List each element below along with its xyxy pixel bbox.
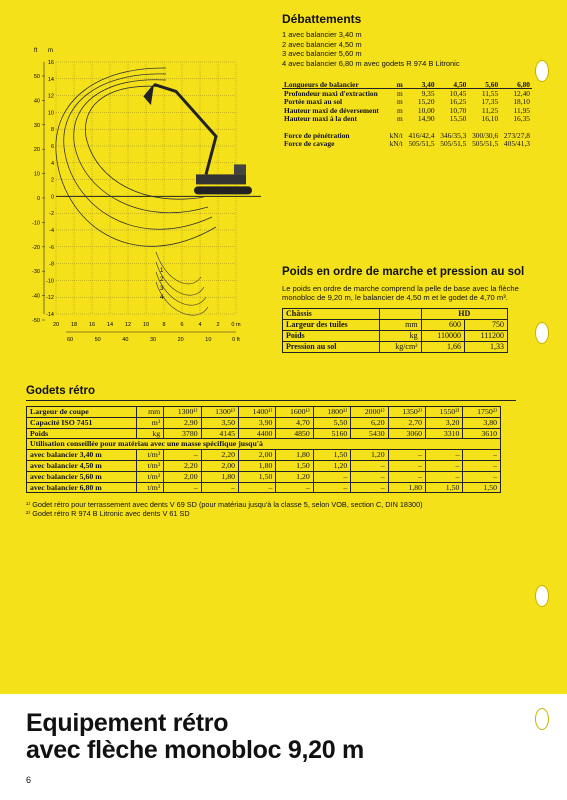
table-cell: 1,80 (276, 450, 313, 461)
table-cell: avec balancier 3,40 m (27, 450, 137, 461)
table-cell: 1,66 (421, 342, 464, 353)
table-cell: avec balancier 5,60 m (27, 471, 137, 482)
table-row (27, 407, 501, 418)
binder-hole (535, 708, 549, 730)
table-cell: 6,80 (517, 79, 530, 89)
table-cell: – (463, 450, 501, 461)
table-cell: 4850 (276, 428, 313, 439)
table-cell: t/m³ (136, 460, 164, 471)
table-cell: 2,00 (239, 450, 276, 461)
curve-label: 2 (160, 277, 164, 283)
table-cell: m (396, 97, 403, 107)
x-ft-tick-label: 50 (94, 337, 101, 343)
table-cell: – (388, 460, 425, 471)
table-cell: 1300¹⁾ (201, 407, 238, 418)
table-cell: Hauteur maxi de déversement (284, 105, 379, 115)
table-cell: t/m³ (136, 471, 164, 482)
table-cell: 16,25 (449, 97, 467, 107)
m-tick-label: -12 (46, 295, 54, 302)
table-cell: kN/t (389, 138, 403, 148)
table-cell: kg/cm² (380, 342, 422, 353)
reach-envelope-curve (64, 74, 212, 229)
table-cell: Capacité ISO 7451 (27, 417, 137, 428)
ft-tick-label: 20 (33, 147, 40, 154)
m-tick-label: 10 (47, 110, 54, 117)
ft-tick-label: -40 (32, 293, 40, 300)
ft-tick-label: 30 (33, 122, 40, 129)
ft-tick-label: -20 (32, 244, 40, 251)
table-cell: 600 (421, 320, 464, 331)
weight-text: Le poids en ordre de marche comprend la pelle de base avec la flèche monobloc de 9,20 m, le balancier de 4,50 m et le godet de 4,70 m³. (282, 284, 519, 302)
m-tick-label: 8 (50, 127, 54, 134)
m-tick-label: -6 (49, 244, 54, 251)
table-cell: – (164, 450, 201, 461)
m-tick-label: 16 (47, 60, 54, 66)
table-row (27, 482, 501, 493)
arm-lengths-section (282, 80, 532, 148)
table-cell: 1,80 (388, 482, 425, 493)
x-ft-tick-label: 20 (177, 337, 184, 343)
table-cell: 1300¹⁾ (164, 407, 201, 418)
table-cell: – (426, 460, 463, 471)
usage-header: Utilisation conseillée pour matériau avec une masse spécifique jusqu'à (27, 439, 501, 450)
table-cell (380, 309, 422, 320)
m-tick-label: -14 (46, 312, 54, 318)
footnote: ¹⁾ Godet rétro pour terrassement avec dents V 69 SD (pour matériau jusqu'à la classe 5, selon VOB, section C, DIN 18300) (26, 500, 423, 510)
table-cell: t/m³ (136, 482, 164, 493)
footer-title-line2: avec flèche monobloc 9,20 m (26, 736, 364, 764)
footer-title-line1: Equipement rétro (26, 709, 229, 737)
table-cell: 2,70 (388, 417, 425, 428)
table-cell: 11,55 (481, 88, 499, 98)
excavator-cab (234, 164, 246, 174)
table-row (27, 428, 501, 439)
table-cell: 416/42,4 (408, 130, 435, 140)
table-cell: 3,80 (463, 417, 501, 428)
table-row (27, 417, 501, 428)
weight-section (282, 266, 532, 353)
m-tick-label: -8 (49, 261, 54, 268)
table-cell: 3,40 (421, 79, 435, 89)
table-cell: 3,20 (426, 417, 463, 428)
m-tick-label: -2 (49, 211, 54, 218)
table-cell: 2,00 (201, 460, 238, 471)
x-ft-tick-label: 40 (122, 337, 129, 343)
table-cell: 1,80 (239, 460, 276, 471)
ft-tick-label: 0 (36, 196, 40, 202)
table-cell: 4400 (239, 428, 276, 439)
table-cell: 6,20 (351, 417, 388, 428)
table-cell: 12,40 (513, 88, 530, 98)
table-cell: kg (136, 428, 164, 439)
ft-tick-label: -10 (32, 220, 40, 227)
table-cell: – (388, 450, 425, 461)
x-m-tick-label: 0 m (231, 322, 241, 328)
spacer (282, 123, 532, 131)
m-tick-label: 14 (47, 76, 54, 83)
table-cell: 3780 (164, 428, 201, 439)
table-cell: 1,20 (351, 450, 388, 461)
binder-hole (535, 322, 549, 344)
depth-curve (156, 272, 206, 305)
x-m-tick-label: 18 (70, 322, 78, 328)
table-cell: – (351, 460, 388, 471)
table-header-row (282, 80, 532, 89)
ft-tick-label: -30 (32, 269, 40, 276)
table-row (27, 471, 501, 482)
table-cell: 15,20 (417, 97, 435, 107)
table-cell: 1,20 (313, 460, 350, 471)
table-cell: – (351, 471, 388, 482)
table-cell: 1350²⁾ (388, 407, 425, 418)
table-cell: 1550²⁾ (426, 407, 463, 418)
table-cell: 18,10 (513, 97, 530, 107)
table-cell: Force de pénétration (284, 130, 350, 140)
table-cell: 273/27,8 (503, 130, 530, 140)
working-range-diagram (26, 42, 266, 352)
table-cell: 11,25 (481, 105, 499, 115)
x-m-tick-label: 8 (162, 322, 166, 328)
table-cell: 3060 (388, 428, 425, 439)
table-cell: 10,00 (417, 105, 435, 115)
table-cell: Longueurs de balancier (284, 79, 359, 89)
table-cell: 15,50 (449, 114, 467, 124)
table-row (283, 342, 508, 353)
table-cell: Hauteur maxi à la dent (284, 114, 357, 124)
table-cell: – (239, 482, 276, 493)
table-cell: kg (380, 331, 422, 342)
table-cell: 1,20 (276, 471, 313, 482)
table-cell: 14,90 (417, 114, 435, 124)
table-cell: 10,45 (449, 88, 467, 98)
table-cell: m (396, 79, 403, 89)
table-cell: 1,80 (201, 471, 238, 482)
table-cell: – (351, 482, 388, 493)
table-cell: 5430 (351, 428, 388, 439)
buckets-title: Godets rétro (26, 385, 516, 401)
table-cell: Largeur des tuiles (283, 320, 380, 331)
m-tick-label: 0 (50, 194, 54, 201)
table-cell: m³ (136, 417, 164, 428)
ft-tick-label: -50 (32, 318, 40, 324)
table-cell: – (201, 482, 238, 493)
table-cell: 1,33 (464, 342, 507, 353)
unit-m-label: m (48, 48, 53, 54)
excavator-body (196, 174, 246, 184)
curve-label: 3 (160, 286, 164, 292)
table-cell: Largeur de coupe (27, 407, 137, 418)
x-m-tick-label: 14 (106, 322, 114, 328)
x-ft-tick-label: 0 ft (232, 337, 240, 343)
table-cell: 1,50 (463, 482, 501, 493)
table-cell: – (463, 471, 501, 482)
table-cell: 16,10 (481, 114, 499, 124)
table-cell: – (388, 471, 425, 482)
table-cell: 2,20 (201, 450, 238, 461)
curve-label: 4 (160, 295, 164, 301)
table-cell: HD (421, 309, 507, 320)
table-cell: 3310 (426, 428, 463, 439)
debattement-item: 1 avec balancier 3,40 m (282, 30, 362, 39)
page-number: 6 (26, 775, 32, 785)
m-tick-label: 4 (50, 160, 54, 167)
table-cell: 3,90 (239, 417, 276, 428)
usage-header-row (27, 439, 501, 450)
buckets-section (26, 385, 516, 518)
table-row (27, 460, 501, 471)
table-cell: 405/41,3 (503, 138, 530, 148)
table-cell: t/m³ (136, 450, 164, 461)
excavator-track (194, 186, 252, 194)
table-cell: – (313, 482, 350, 493)
table-cell: 17,35 (481, 97, 499, 107)
x-ft-tick-label: 10 (205, 337, 212, 343)
table-row (283, 331, 508, 342)
table-cell: 3610 (463, 428, 501, 439)
curve-label: 1 (160, 268, 164, 274)
table-cell: 1,50 (426, 482, 463, 493)
buckets-notes (26, 500, 516, 518)
m-tick-label: 6 (50, 144, 54, 150)
x-m-tick-label: 12 (124, 322, 132, 328)
x-ft-tick-label: 30 (149, 337, 157, 343)
table-cell: m (396, 88, 403, 98)
table-cell: 9,35 (421, 88, 435, 98)
table-cell: m (396, 114, 403, 124)
table-cell: 1,50 (276, 460, 313, 471)
ft-tick-label: 10 (33, 171, 40, 178)
table-cell: 110000 (421, 331, 464, 342)
table-cell: 5,60 (485, 79, 499, 89)
table-cell: Poids (27, 428, 137, 439)
table-row (282, 98, 532, 106)
binder-hole (535, 585, 549, 607)
arm-lengths-table (282, 80, 532, 148)
table-cell: 505/51,5 (440, 138, 467, 148)
table-cell: mm (136, 407, 164, 418)
table-cell: 1400¹⁾ (239, 407, 276, 418)
working-range-svg (26, 42, 266, 352)
debattements-section (282, 12, 542, 68)
debattements-title: Débattements (282, 12, 362, 26)
ft-tick-label: 40 (33, 98, 40, 105)
table-cell: 111200 (464, 331, 507, 342)
buckets-table (26, 406, 501, 493)
table-cell: 1,50 (313, 450, 350, 461)
table-cell: 4,50 (453, 79, 467, 89)
debattement-item: 3 avec balancier 5,60 m (282, 49, 362, 58)
table-cell: kN/t (389, 130, 403, 140)
spacer-row (282, 123, 532, 131)
x-m-tick-label: 4 (198, 322, 202, 328)
weight-table (282, 308, 508, 353)
table-cell: 2,90 (164, 417, 201, 428)
table-cell: – (276, 482, 313, 493)
table-header-row (283, 309, 508, 320)
x-m-tick-label: 20 (52, 322, 60, 328)
debattements-list (282, 30, 542, 68)
x-m-tick-label: 2 (216, 322, 220, 328)
table-row (27, 450, 501, 461)
footnote: ²⁾ Godet rétro R 974 B Litronic avec dents V 61 SD (26, 509, 190, 519)
page-footer-title (26, 710, 364, 764)
table-cell: 1800¹⁾ (313, 407, 350, 418)
debattement-item: 4 avec balancier 6,80 m avec godets R 974 B Litronic (282, 58, 460, 68)
weight-title: Poids en ordre de marche et pression au sol (282, 266, 525, 278)
table-cell: 1600¹⁾ (276, 407, 313, 418)
table-cell: Force de cavage (284, 138, 335, 148)
table-cell: – (426, 450, 463, 461)
table-cell: Profondeur maxi d'extraction (284, 88, 378, 98)
reach-envelope-curve (56, 68, 216, 246)
table-cell: Poids (283, 331, 380, 342)
table-cell: – (313, 471, 350, 482)
table-row (282, 139, 532, 147)
table-cell: 505/51,5 (408, 138, 435, 148)
x-m-tick-label: 6 (180, 322, 184, 328)
table-cell: avec balancier 4,50 m (27, 460, 137, 471)
table-cell: 11,95 (513, 105, 530, 115)
table-cell: 2000¹⁾ (351, 407, 388, 418)
table-cell: 4,70 (276, 417, 313, 428)
m-tick-label: -10 (46, 278, 54, 285)
table-cell: 1750²⁾ (463, 407, 501, 418)
table-cell: – (463, 460, 501, 471)
table-cell: 5,50 (313, 417, 350, 428)
table-cell: Pression au sol (283, 342, 380, 353)
m-tick-label: 2 (50, 177, 54, 184)
table-cell: 346/35,3 (440, 130, 467, 140)
x-m-tick-label: 10 (142, 322, 150, 328)
table-cell: 2,20 (164, 460, 201, 471)
table-cell: avec balancier 6,80 m (27, 482, 137, 493)
table-cell: 505/51,5 (472, 138, 499, 148)
table-cell: 300/30,6 (472, 130, 499, 140)
table-cell: 4145 (201, 428, 238, 439)
table-cell: 16,35 (513, 114, 530, 124)
ft-tick-label: 50 (33, 74, 40, 80)
table-row (282, 115, 532, 123)
table-row (283, 320, 508, 331)
m-tick-label: -4 (49, 228, 54, 234)
table-cell: – (426, 471, 463, 482)
table-cell: – (164, 482, 201, 493)
table-cell: 750 (464, 320, 507, 331)
excavator-bucket (144, 84, 154, 104)
table-cell: 5160 (313, 428, 350, 439)
table-cell: Châssis (283, 309, 380, 320)
table-cell: mm (380, 320, 422, 331)
unit-ft-label: ft (34, 48, 38, 54)
table-cell: m (396, 105, 403, 115)
x-ft-tick-label: 60 (66, 337, 74, 343)
x-m-tick-label: 16 (88, 322, 96, 328)
table-cell: 3,50 (201, 417, 238, 428)
table-cell: Portée maxi au sol (284, 97, 343, 107)
debattement-item: 2 avec balancier 4,50 m (282, 39, 362, 49)
table-cell: 10,70 (449, 105, 467, 115)
table-cell: 1,50 (239, 471, 276, 482)
table-cell: 2,00 (164, 471, 201, 482)
m-tick-label: 12 (47, 93, 54, 100)
